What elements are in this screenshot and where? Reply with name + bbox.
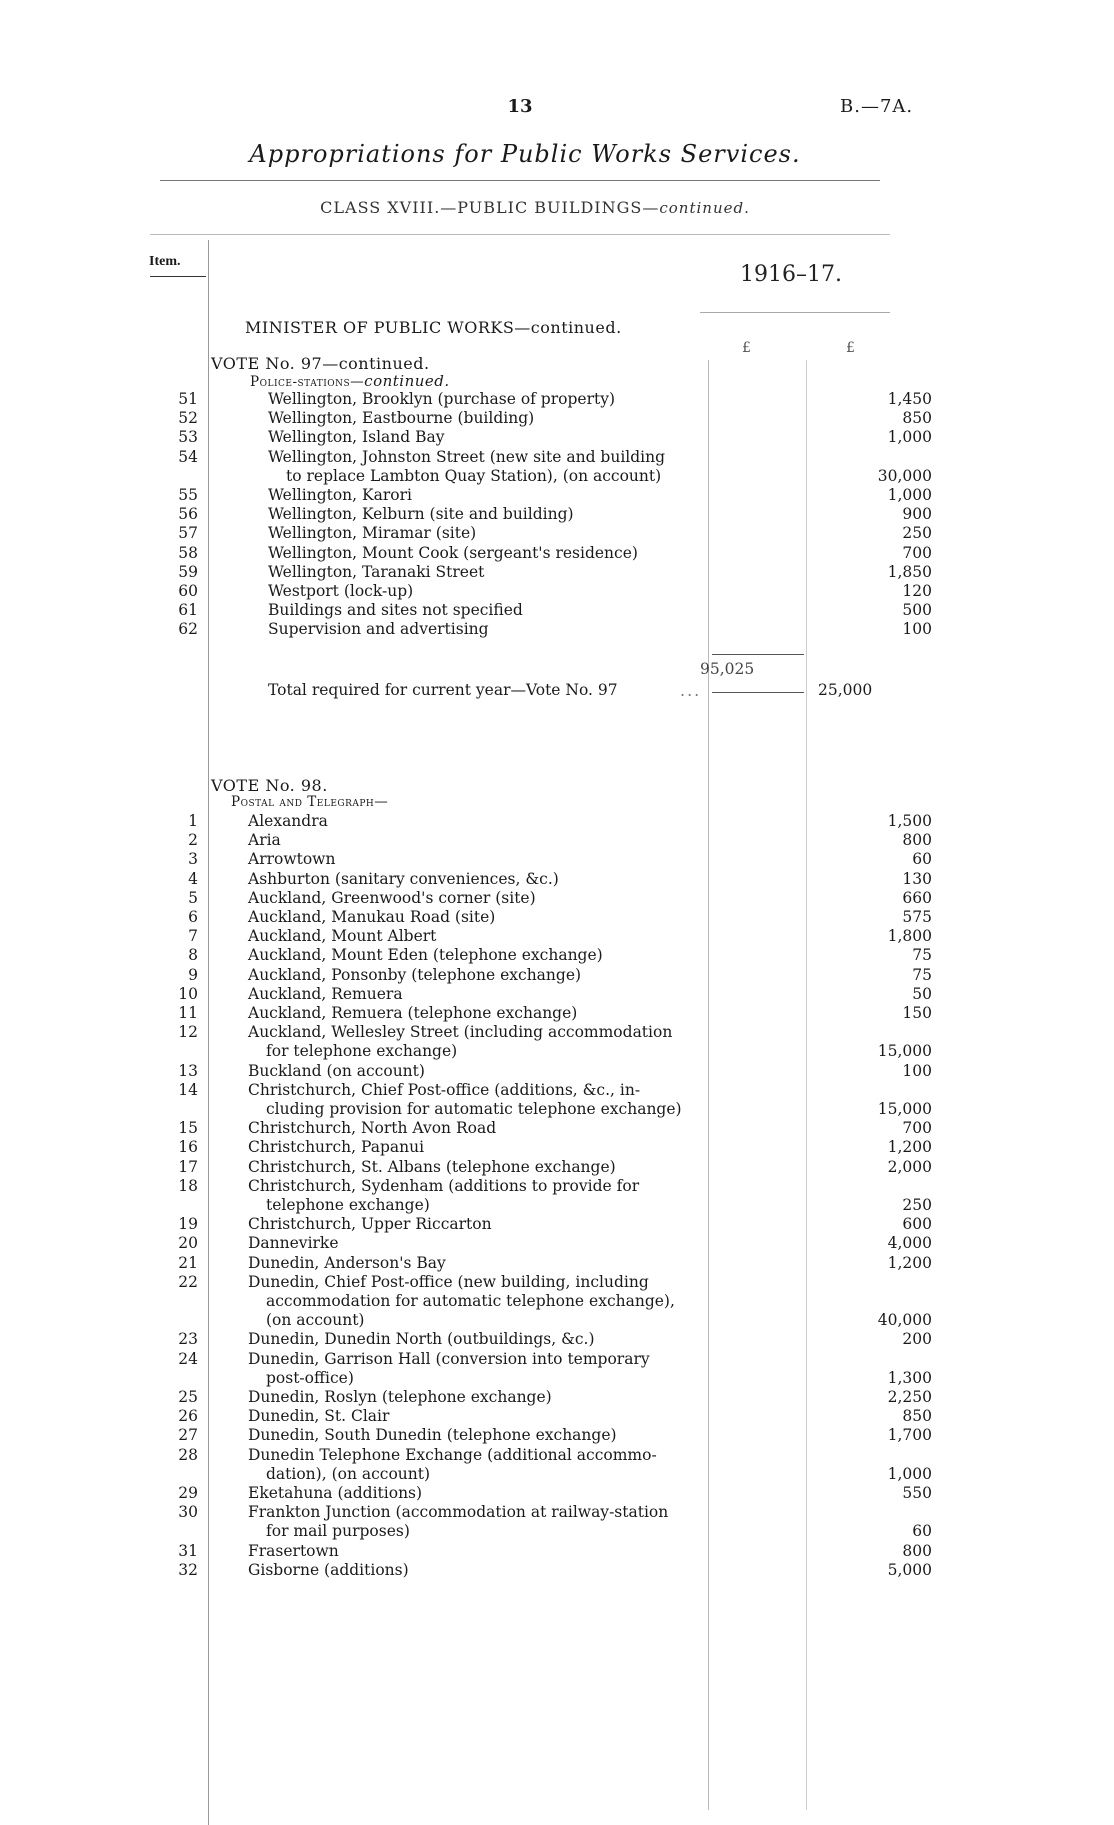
item-description: Dannevirke bbox=[248, 1234, 339, 1253]
item-description: Wellington, Kelburn (site and building) bbox=[268, 505, 574, 524]
table-row bbox=[140, 601, 932, 620]
item-number: 31 bbox=[178, 1541, 198, 1560]
table-row bbox=[140, 409, 932, 428]
item-description: accommodation for automatic telephone exchange), bbox=[266, 1292, 675, 1310]
item-number: 60 bbox=[178, 582, 198, 600]
item-amount: 2,250 bbox=[887, 1388, 932, 1406]
item-amount: 15,000 bbox=[877, 1042, 932, 1061]
item-description: (on account) bbox=[266, 1311, 365, 1330]
item-amount: 1,300 bbox=[887, 1368, 932, 1387]
table-row bbox=[140, 1541, 932, 1561]
item-amount: 15,000 bbox=[877, 1100, 932, 1118]
item-description: Christchurch, North Avon Road bbox=[248, 1119, 497, 1138]
pound-sign-column-1: £ bbox=[742, 340, 751, 356]
item-amount: 800 bbox=[902, 1541, 932, 1560]
item-amount: 100 bbox=[902, 620, 932, 639]
item-number: 25 bbox=[178, 1388, 198, 1406]
item-description: telephone exchange) bbox=[266, 1196, 430, 1214]
item-description: Dunedin, Chief Post-office (new building, including bbox=[248, 1272, 649, 1291]
title-divider bbox=[160, 180, 880, 181]
item-amount: 850 bbox=[902, 409, 932, 428]
item-number: 54 bbox=[178, 447, 198, 466]
item-description: Wellington, Eastbourne (building) bbox=[268, 409, 535, 428]
item-description: Supervision and advertising bbox=[268, 620, 489, 639]
item-description: Aria bbox=[248, 831, 281, 850]
item-amount: 850 bbox=[902, 1407, 932, 1426]
vote-98-title: VOTE No. 98. bbox=[211, 776, 328, 795]
item-number: 19 bbox=[178, 1215, 198, 1234]
item-description: cluding provision for automatic telephone exchange) bbox=[266, 1100, 682, 1118]
item-description: Gisborne (additions) bbox=[248, 1560, 409, 1579]
table-row bbox=[140, 888, 932, 908]
table-row bbox=[140, 1273, 860, 1292]
class-heading bbox=[0, 198, 1070, 217]
item-amount: 2,000 bbox=[887, 1157, 932, 1176]
item-description: to replace Lambton Quay Station), (on account) bbox=[286, 466, 662, 485]
table-row bbox=[140, 1388, 932, 1407]
table-row bbox=[140, 562, 932, 582]
item-amount: 75 bbox=[912, 965, 932, 984]
item-description: Wellington, Taranaki Street bbox=[268, 562, 485, 581]
item-description: Auckland, Remuera bbox=[248, 984, 403, 1003]
item-amount: 200 bbox=[902, 1330, 932, 1349]
item-number: 11 bbox=[178, 1004, 198, 1022]
table-row bbox=[140, 448, 860, 467]
item-number: 61 bbox=[178, 601, 198, 620]
item-number: 13 bbox=[178, 1061, 198, 1080]
item-number: 28 bbox=[178, 1445, 198, 1464]
item-number: 59 bbox=[178, 562, 198, 581]
table-row bbox=[140, 505, 932, 524]
table-row bbox=[140, 1484, 932, 1503]
item-amount: 660 bbox=[902, 888, 932, 907]
item-number: 22 bbox=[178, 1272, 198, 1291]
item-number: 26 bbox=[178, 1407, 198, 1426]
item-amount: 4,000 bbox=[887, 1234, 932, 1253]
item-amount: 575 bbox=[902, 908, 932, 926]
table-row bbox=[140, 1119, 932, 1138]
item-description: Christchurch, Upper Riccarton bbox=[248, 1215, 492, 1234]
table-row bbox=[140, 1234, 932, 1253]
police-stations-heading bbox=[250, 372, 450, 390]
table-row bbox=[140, 1100, 932, 1119]
table-row bbox=[140, 1081, 860, 1100]
item-amount: 120 bbox=[902, 582, 932, 600]
item-description: Frankton Junction (accommodation at railway-station bbox=[248, 1503, 669, 1522]
table-row bbox=[140, 1330, 932, 1349]
item-amount: 100 bbox=[902, 1061, 932, 1080]
document-reference: B.—7A. bbox=[840, 96, 914, 117]
item-description: Wellington, Johnston Street (new site and building bbox=[268, 447, 666, 466]
item-description: Wellington, Brooklyn (purchase of property) bbox=[268, 390, 616, 408]
table-row bbox=[140, 1292, 860, 1311]
item-number: 30 bbox=[178, 1503, 198, 1522]
item-amount: 900 bbox=[902, 505, 932, 524]
item-number: 23 bbox=[178, 1330, 198, 1349]
item-number: 53 bbox=[178, 428, 198, 447]
table-row bbox=[140, 869, 932, 889]
year-heading-rule bbox=[700, 312, 890, 313]
item-number: 14 bbox=[178, 1080, 198, 1099]
item-description: Arrowtown bbox=[248, 850, 336, 869]
item-number: 51 bbox=[178, 390, 198, 408]
item-amount: 60 bbox=[912, 1522, 932, 1541]
item-amount: 60 bbox=[912, 850, 932, 869]
item-amount: 500 bbox=[902, 601, 932, 620]
item-amount: 1,500 bbox=[887, 812, 932, 830]
item-description: Dunedin, St. Clair bbox=[248, 1407, 390, 1426]
item-number: 17 bbox=[178, 1157, 198, 1176]
item-number: 9 bbox=[188, 965, 198, 984]
item-number: 20 bbox=[178, 1234, 198, 1253]
vote-97-subtotal: 95,025 bbox=[700, 660, 755, 678]
page-number: 13 bbox=[507, 96, 533, 117]
table-row bbox=[140, 1522, 932, 1541]
item-number: 21 bbox=[178, 1253, 198, 1272]
item-number: 4 bbox=[188, 869, 198, 888]
table-row bbox=[140, 543, 932, 563]
table-row bbox=[140, 1464, 932, 1484]
item-description: Christchurch, St. Albans (telephone exchange) bbox=[248, 1157, 616, 1176]
table-row bbox=[140, 946, 932, 965]
class-divider bbox=[150, 234, 890, 235]
item-number: 57 bbox=[178, 524, 198, 543]
total-rule bbox=[712, 692, 804, 693]
item-amount: 1,000 bbox=[887, 428, 932, 447]
table-row bbox=[140, 1311, 932, 1330]
table-row bbox=[140, 486, 932, 505]
item-description: Ashburton (sanitary conveniences, &c.) bbox=[248, 869, 559, 888]
item-amount: 1,800 bbox=[887, 927, 932, 946]
postal-telegraph-heading: Postal and Telegraph— bbox=[231, 794, 389, 810]
item-amount: 250 bbox=[902, 1196, 932, 1214]
table-row bbox=[140, 1004, 932, 1023]
item-description: Auckland, Wellesley Street (including accommodation bbox=[248, 1023, 673, 1042]
item-description: Buckland (on account) bbox=[248, 1061, 425, 1080]
item-number: 7 bbox=[188, 927, 198, 946]
year-column-heading: 1916–17. bbox=[740, 262, 842, 287]
vote-97-title: VOTE No. 97—continued. bbox=[211, 354, 430, 373]
table-row bbox=[140, 908, 932, 927]
item-number: 62 bbox=[178, 620, 198, 639]
item-description: Christchurch, Chief Post-office (additions, &c., in- bbox=[248, 1080, 641, 1099]
item-amount: 550 bbox=[902, 1484, 932, 1502]
table-row bbox=[140, 1368, 932, 1388]
table-row bbox=[140, 1503, 860, 1522]
item-description: Dunedin Telephone Exchange (additional accommo- bbox=[248, 1445, 657, 1464]
vote-97-total: 25,000 bbox=[818, 681, 873, 699]
table-row bbox=[140, 1138, 932, 1157]
item-amount: 1,000 bbox=[887, 486, 932, 504]
item-number: 18 bbox=[178, 1176, 198, 1195]
item-number: 27 bbox=[178, 1426, 198, 1445]
table-row bbox=[140, 965, 932, 985]
item-description: Dunedin, Anderson's Bay bbox=[248, 1253, 446, 1272]
class-heading-main: CLASS XVIII.—PUBLIC BUILDINGS— bbox=[320, 198, 660, 217]
item-amount: 1,850 bbox=[887, 562, 932, 581]
table-row bbox=[140, 620, 932, 639]
table-row bbox=[140, 1215, 932, 1234]
table-row bbox=[140, 466, 932, 486]
table-row bbox=[140, 984, 932, 1004]
pound-sign-column-2: £ bbox=[846, 340, 855, 356]
police-stations-heading-continued: continued. bbox=[364, 372, 450, 390]
minister-heading: MINISTER OF PUBLIC WORKS—continued. bbox=[245, 318, 622, 337]
item-number: 8 bbox=[188, 946, 198, 965]
item-description: Wellington, Miramar (site) bbox=[268, 524, 477, 543]
item-number: 12 bbox=[178, 1023, 198, 1042]
item-description: post-office) bbox=[266, 1368, 354, 1387]
item-amount: 700 bbox=[902, 1119, 932, 1138]
table-row bbox=[140, 1253, 932, 1273]
table-row bbox=[140, 1177, 860, 1196]
item-amount: 1,200 bbox=[887, 1138, 932, 1157]
table-row bbox=[140, 1446, 860, 1465]
item-number: 52 bbox=[178, 409, 198, 428]
item-description: Dunedin, Roslyn (telephone exchange) bbox=[248, 1388, 552, 1406]
table-row bbox=[140, 831, 932, 850]
item-description: Wellington, Mount Cook (sergeant's residence) bbox=[268, 543, 638, 562]
leader-dots: ... bbox=[680, 681, 702, 700]
item-number: 24 bbox=[178, 1349, 198, 1368]
page-title: Appropriations for Public Works Services. bbox=[249, 140, 801, 168]
item-description: Wellington, Island Bay bbox=[268, 428, 445, 447]
item-description: Auckland, Ponsonby (telephone exchange) bbox=[248, 965, 582, 984]
table-row bbox=[140, 1560, 932, 1580]
item-number: 55 bbox=[178, 486, 198, 504]
item-description: Auckland, Mount Eden (telephone exchange) bbox=[248, 946, 603, 965]
item-description: Dunedin, Garrison Hall (conversion into temporary bbox=[248, 1349, 650, 1368]
item-description: Auckland, Mount Albert bbox=[248, 927, 437, 946]
table-row bbox=[140, 927, 932, 946]
table-row bbox=[140, 524, 932, 543]
item-description: Christchurch, Sydenham (additions to provide for bbox=[248, 1176, 640, 1195]
item-amount: 1,200 bbox=[887, 1253, 932, 1272]
item-heading-rule bbox=[150, 276, 206, 277]
item-description: Dunedin, Dunedin North (outbuildings, &c.) bbox=[248, 1330, 595, 1349]
item-number: 3 bbox=[188, 850, 198, 869]
item-amount: 5,000 bbox=[887, 1560, 932, 1579]
item-number: 1 bbox=[188, 812, 198, 830]
item-description: for telephone exchange) bbox=[266, 1042, 458, 1061]
item-description: Auckland, Greenwood's corner (site) bbox=[248, 888, 536, 907]
item-number: 2 bbox=[188, 831, 198, 850]
table-row bbox=[140, 582, 932, 601]
item-description: Buildings and sites not specified bbox=[268, 601, 523, 620]
class-heading-continued: continued. bbox=[659, 199, 750, 217]
subtotal-rule bbox=[712, 654, 804, 655]
item-amount: 75 bbox=[912, 946, 932, 965]
item-description: Dunedin, South Dunedin (telephone exchange) bbox=[248, 1426, 617, 1445]
item-description: for mail purposes) bbox=[266, 1522, 410, 1541]
table-row bbox=[140, 1426, 932, 1445]
item-description: dation), (on account) bbox=[266, 1464, 431, 1483]
item-column-heading: Item. bbox=[149, 254, 181, 269]
item-amount: 600 bbox=[902, 1215, 932, 1234]
item-description: Christchurch, Papanui bbox=[248, 1138, 425, 1157]
vote-97-total-label: Total required for current year—Vote No. 97 bbox=[268, 681, 618, 699]
item-amount: 130 bbox=[902, 869, 932, 888]
item-number: 56 bbox=[178, 505, 198, 524]
item-number: 32 bbox=[178, 1560, 198, 1579]
table-row bbox=[140, 850, 932, 869]
item-number: 16 bbox=[178, 1138, 198, 1157]
item-amount: 50 bbox=[912, 984, 932, 1003]
item-description: Auckland, Manukau Road (site) bbox=[248, 908, 496, 926]
item-amount: 1,450 bbox=[887, 390, 932, 408]
item-description: Eketahuna (additions) bbox=[248, 1484, 423, 1502]
item-amount: 1,700 bbox=[887, 1426, 932, 1445]
item-number: 29 bbox=[178, 1484, 198, 1502]
table-row bbox=[140, 812, 932, 831]
item-amount: 40,000 bbox=[877, 1311, 932, 1330]
item-description: Auckland, Remuera (telephone exchange) bbox=[248, 1004, 578, 1022]
table-row bbox=[140, 1157, 932, 1177]
table-row bbox=[140, 1407, 932, 1426]
item-amount: 800 bbox=[902, 831, 932, 850]
table-row bbox=[140, 1061, 932, 1081]
item-amount: 700 bbox=[902, 543, 932, 562]
item-number: 10 bbox=[178, 984, 198, 1003]
item-amount: 30,000 bbox=[877, 466, 932, 485]
item-description: Wellington, Karori bbox=[268, 486, 412, 504]
table-row bbox=[140, 390, 932, 409]
table-row bbox=[140, 428, 932, 447]
table-row bbox=[140, 1350, 860, 1369]
item-amount: 150 bbox=[902, 1004, 932, 1022]
table-row bbox=[140, 1196, 932, 1215]
item-number: 6 bbox=[188, 908, 198, 926]
item-description: Westport (lock-up) bbox=[268, 582, 414, 600]
table-row bbox=[140, 1042, 932, 1061]
item-amount: 1,000 bbox=[887, 1464, 932, 1483]
item-description: Alexandra bbox=[248, 812, 328, 830]
police-stations-heading-main: Police-stations— bbox=[250, 374, 365, 390]
item-description: Frasertown bbox=[248, 1541, 339, 1560]
item-number: 58 bbox=[178, 543, 198, 562]
item-number: 15 bbox=[178, 1119, 198, 1138]
table-row bbox=[140, 1023, 860, 1042]
item-number: 5 bbox=[188, 888, 198, 907]
item-amount: 250 bbox=[902, 524, 932, 543]
